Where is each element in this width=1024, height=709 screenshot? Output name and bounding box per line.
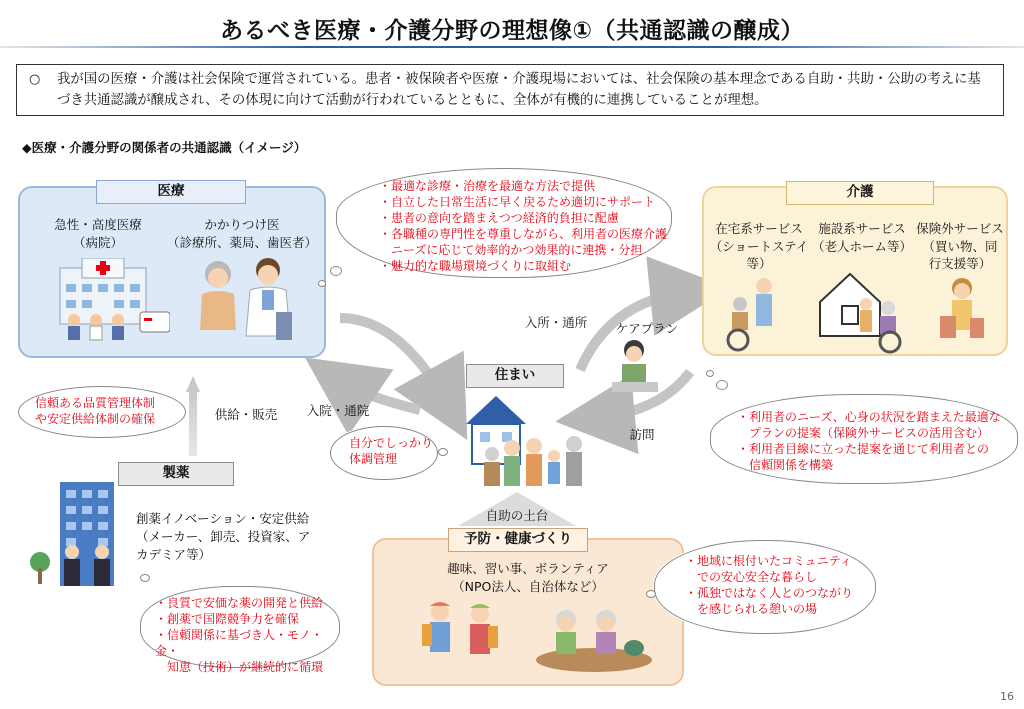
care-plan-label: ケアプラン — [615, 321, 679, 336]
care-cloud-line: ・利用者目線に立った提案を通じて利用者との — [737, 442, 990, 456]
pharma-supply-line: や安定供給体制の確保 — [35, 412, 156, 426]
cloud-tail-dot — [330, 266, 342, 276]
self-help-foundation — [458, 492, 576, 526]
family-doctor-title: かかりつけ医 — [204, 217, 280, 232]
community-line: での安心安全な暮らし — [685, 570, 818, 584]
acute-care-title: 急性・高度医療 — [54, 217, 142, 232]
nursing-home-illustration — [816, 266, 912, 354]
intro-text: 我が国の医療・介護は社会保険で運営されている。患者・被保険者や医療・介護現場においては、社会保険の基本理念である自助・共助・公助の考えに基づき共通認識が醸成され、その体現に向けて活動が行われているとともに、全体が有機的に連携していることが理想。 — [57, 72, 981, 108]
medical-cloud-line: ・魅力的な職場環境づくりに取組む — [379, 259, 572, 273]
admit-care-label: 入所・通所 — [524, 315, 588, 330]
facility-service-sub: （老人ホーム等） — [811, 239, 912, 254]
pharma-line1: 創薬イノベーション・安定供給 — [136, 511, 310, 526]
pharma-label: 製薬 — [118, 462, 234, 486]
care-manager-illustration — [606, 338, 662, 398]
wheelchair-caregiver-illustration — [722, 276, 786, 352]
housing-label: 住まい — [466, 364, 564, 388]
cloud-tail-dot — [140, 574, 150, 582]
supply-label: 供給・販売 — [214, 407, 278, 422]
intro-bullet: ○ — [29, 72, 41, 87]
pharma-dev-line: ・良質で安価な薬の開発と供給 — [155, 596, 324, 610]
pharma-building-illustration — [26, 476, 134, 592]
supply-arrow — [186, 376, 200, 456]
tea-gathering-illustration — [532, 598, 656, 678]
pharma-dev-line: 知恵（技術）が継続的に循環 — [155, 660, 324, 674]
prevention-line1: 趣味、習い事、ボランティア — [447, 561, 609, 576]
medical-cloud — [336, 168, 672, 278]
admit-hospital-label: 入院・通院 — [306, 403, 370, 418]
page-title: あるべき医療・介護分野の理想像①（共通認識の醸成） — [220, 18, 804, 44]
medical-cloud-line: ・最適な診療・治療を最適な方法で提供 — [379, 179, 596, 193]
cloud-tail-dot — [706, 370, 714, 377]
pharma-dev-line: ・創薬で国際競争力を確保 — [155, 612, 300, 626]
outside-service-sub: 行支援等） — [928, 256, 992, 271]
family-house-illustration — [456, 390, 596, 490]
pharma-line3: カデミア等） — [136, 547, 212, 562]
community-cloud — [654, 540, 876, 634]
shopping-support-illustration — [932, 276, 992, 348]
outside-service-sub: （買い物、同 — [922, 239, 998, 254]
visit-label: 訪問 — [629, 427, 655, 442]
section-heading: ◆医療・介護分野の関係者の共通認識（イメージ） — [22, 140, 307, 155]
cloud-tail-dot — [646, 590, 656, 598]
pharma-dev-line: ・信頼関係に基づき人・モノ・金・ — [155, 628, 323, 658]
self-care-line: 自分でしっかり — [349, 436, 434, 450]
self-care-line: 体調管理 — [349, 452, 398, 466]
foundation-label: 自助の土台 — [485, 508, 549, 523]
home-service-sub: （ショートステイ等） — [709, 239, 809, 271]
medical-cloud-line: ニーズに応じて効率的かつ効果的に連携・分担 — [379, 243, 643, 257]
family-doctor-sub: （診療所、薬局、歯医者） — [166, 235, 317, 250]
outside-service-title: 保険外サービス — [916, 221, 1004, 236]
pharma-line2: （メーカー、卸売、投資家、ア — [136, 529, 311, 544]
community-line: ・地域に根付いたコミュニティ — [685, 554, 852, 568]
hiking-illustration — [410, 598, 510, 678]
doctor-patient-illustration — [190, 250, 310, 346]
pharma-supply-line: 信頼ある品質管理体制 — [35, 396, 156, 410]
page-number: 16 — [1000, 690, 1014, 703]
acute-care-sub: （病院） — [72, 235, 123, 250]
facility-service-title: 施設系サービス — [818, 221, 906, 236]
medical-cloud-line: ・自立した日常生活に早く戻るため適切にサポート — [379, 195, 656, 209]
medical-label: 医療 — [96, 180, 246, 204]
care-cloud-line: ・利用者のニーズ、心身の状況を踏まえた最適な — [737, 410, 1001, 424]
cloud-tail-dot — [438, 448, 448, 456]
care-cloud-line: プランの提案（保険外サービスの活用含む） — [737, 426, 990, 440]
medical-cloud-line: ・患者の意向を踏まえつつ経済的負担に配慮 — [379, 211, 619, 225]
care-cloud-line: 信頼関係を構築 — [737, 458, 834, 472]
cloud-tail-dot — [318, 280, 326, 287]
care-cloud — [710, 394, 1018, 484]
pharma-dev-cloud — [140, 586, 340, 674]
community-line: ・孤独ではなく人とのつながり — [685, 586, 854, 600]
hospital-illustration — [44, 258, 170, 342]
pharma-supply-cloud — [18, 386, 186, 438]
home-service-title: 在宅系サービス — [715, 221, 803, 236]
care-label: 介護 — [786, 181, 934, 205]
self-care-cloud — [330, 426, 438, 480]
prevention-label: 予防・健康づくり — [448, 528, 588, 552]
community-line: を感じられる憩いの場 — [685, 602, 818, 616]
prevention-line2: （NPO法人、自治体など） — [452, 579, 604, 594]
cloud-tail-dot — [716, 380, 728, 390]
medical-cloud-line: ・各職種の専門性を尊重しながら、利用者の医療介護 — [379, 227, 668, 241]
